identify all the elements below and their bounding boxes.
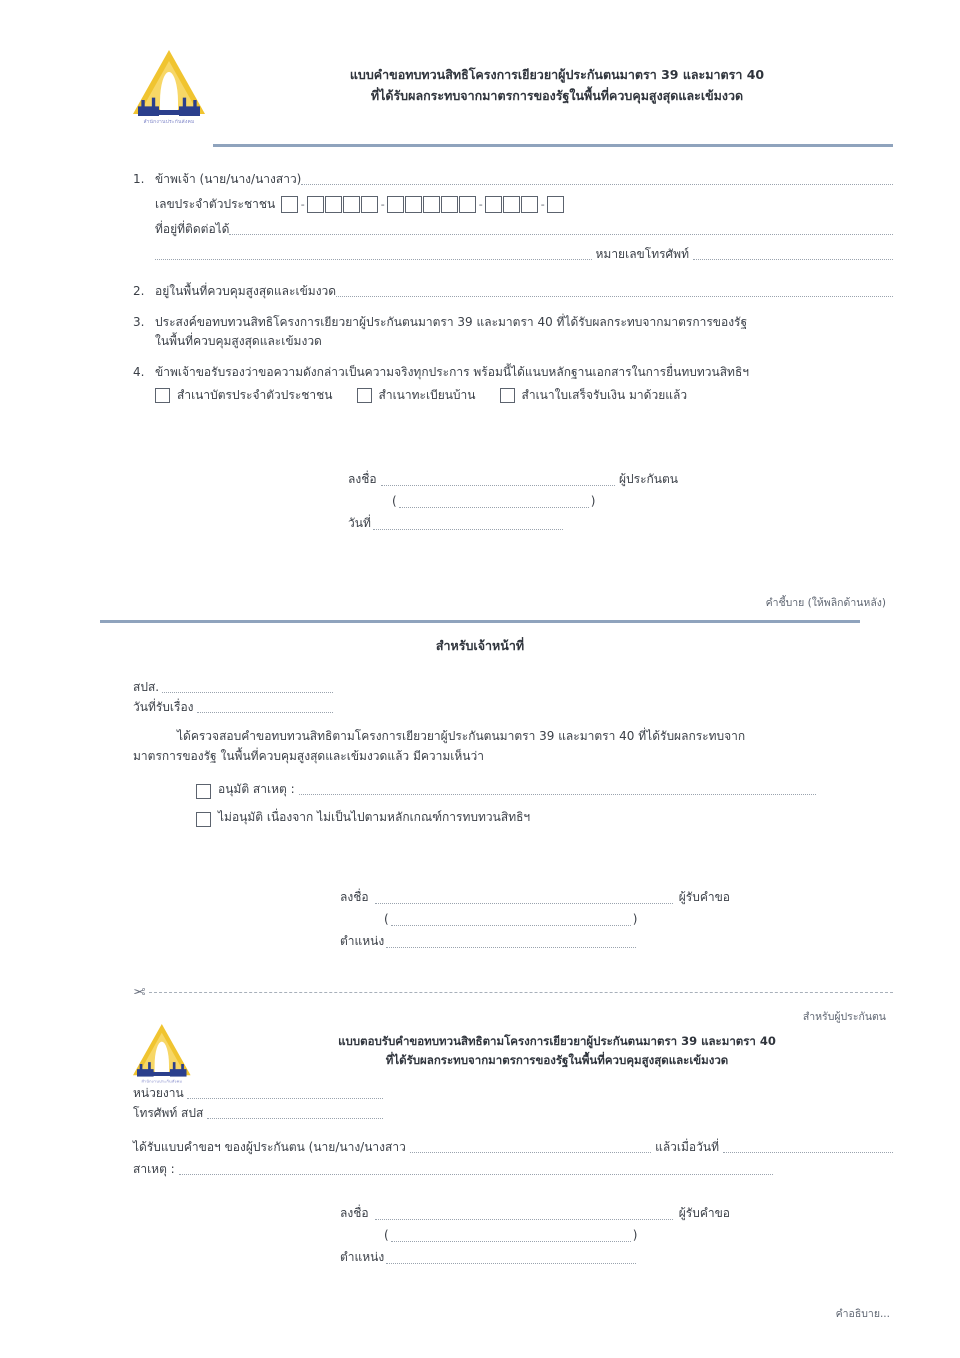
id-box[interactable]: [423, 196, 440, 213]
receipt-position-row: [340, 1246, 730, 1268]
checkbox-icon[interactable]: [196, 812, 211, 827]
approve-label: อนุมัติ สาเหตุ :: [218, 782, 295, 796]
official-paragraph-line-1: ได้ครวจสอบคำขอทบทวนสิทธิตามโครงการเยียวยาผู้ประกันตนมาตรา 39 และมาตรา 40 ที่ได้รับผลกระทบจาก: [177, 729, 746, 743]
checkbox-icon[interactable]: [357, 388, 372, 403]
logo-emblem-icon: [133, 1024, 191, 1077]
paren-open: (: [384, 912, 389, 926]
officer-position-row: [340, 930, 730, 952]
paren-close: ): [590, 494, 596, 508]
receipt-printed-name-input[interactable]: [391, 1241, 631, 1242]
receipt-reason-input[interactable]: [179, 1174, 773, 1175]
receipt-role-label: ผู้รับคำขอ: [678, 1206, 730, 1220]
receipt-received-date-input[interactable]: [723, 1152, 893, 1153]
id-separator: -: [540, 198, 545, 211]
receipt-title-line-1: แบบตอบรับคำขอทบทวนสิทธิตามโครงการเยียวยาผู้ประกันตนมาตรา 39 และมาตรา 40: [338, 1034, 776, 1048]
id-box[interactable]: [387, 196, 404, 213]
address-input[interactable]: [229, 234, 893, 235]
national-id-label: เลขประจำตัวประชาชน: [155, 197, 276, 211]
officer-signature-block: [340, 886, 730, 952]
logo-caption: สำนักงานประกันสังคม: [141, 1079, 183, 1084]
item-3-line-2: ในพื้นที่ควบคุมสูงสุดและเข้มงวด: [155, 334, 322, 348]
receipt-phone-label: โทรศัพท์ สปส: [133, 1106, 204, 1120]
receipt-title: [221, 1032, 893, 1070]
checkbox-icon[interactable]: [500, 388, 515, 403]
receipt-reason-label: สาเหตุ :: [133, 1162, 175, 1176]
applicant-signature-input[interactable]: [381, 485, 615, 486]
id-box[interactable]: [485, 196, 502, 213]
applicant-name-label: ข้าพเจ้า (นาย/นาง/นางสาว): [155, 172, 302, 186]
applicant-date-input[interactable]: [373, 529, 563, 530]
applicant-sign-row: [348, 468, 678, 490]
applicant-footnote: คำชี้บาย (ให้พลิกด้านหลัง): [765, 597, 886, 609]
document-header: [133, 48, 893, 148]
applicant-date-label: วันที่: [348, 516, 371, 530]
applicant-role-label: ผู้ประกันตน: [618, 472, 678, 486]
applicant-signature-block: [348, 468, 678, 534]
title-line-1: แบบคำขอทบทวนสิทธิโครงการเยียวยาผู้ประกันตนมาตรา 39 และมาตรา 40: [349, 67, 765, 82]
officer-sign-label: ลงชื่อ: [340, 890, 369, 904]
phone-input[interactable]: [693, 259, 893, 260]
title-line-2: ที่ได้รับผลกระทบจากมาตรการของรัฐในพื้นที่ควบคุมสูงสุดและเข้มงวด: [370, 88, 744, 103]
form-item-1: [133, 170, 893, 270]
receipt-received-label: ได้รับแบบคำขอฯ ของผู้ประกันตน (นาย/นาง/นางสาว: [133, 1140, 406, 1154]
phone-row: [155, 245, 893, 264]
applicant-printed-name-input[interactable]: [399, 507, 589, 508]
logo-emblem-icon: [133, 50, 205, 116]
officer-name-paren-row: [340, 908, 730, 930]
item-2-number: 2.: [133, 284, 145, 298]
applicant-name-row: [155, 170, 893, 189]
id-box[interactable]: [459, 196, 476, 213]
attachment-option-house-registration[interactable]: [357, 386, 476, 405]
scissors-icon: ✂: [133, 983, 146, 1001]
logo-base-bar: [138, 1072, 186, 1076]
id-box[interactable]: [281, 196, 298, 213]
item-4-number: 4.: [133, 365, 145, 379]
approve-row[interactable]: [196, 780, 816, 799]
id-box[interactable]: [503, 196, 520, 213]
checkbox-icon[interactable]: [155, 388, 170, 403]
reject-label: ไม่อนุมัติ เนื่องจาก ไม่เป็นไปตามหลักเกณฑ์การทบทวนสิทธิฯ: [218, 810, 531, 824]
id-box[interactable]: [325, 196, 342, 213]
id-box[interactable]: [405, 196, 422, 213]
approve-reason-input[interactable]: [299, 794, 816, 795]
receipt-insured-name-input[interactable]: [410, 1152, 651, 1153]
item-4-line-1: ข้าพเจ้าขอรับรองว่าขอความดังกล่าวเป็นความจริงทุกประการ พร้อมนี้ได้แนบหลักฐานเอกสารในการยื่นทบทวนสิทธิฯ: [155, 365, 750, 379]
id-box[interactable]: [547, 196, 564, 213]
attachment-checkbox-group: [155, 386, 893, 405]
receipt-phone-input[interactable]: [207, 1118, 383, 1119]
receipt-signature-input[interactable]: [375, 1219, 673, 1220]
attachment-option-receipt[interactable]: [500, 386, 688, 405]
paren-open: (: [392, 494, 397, 508]
item-3-number: 3.: [133, 315, 145, 329]
officer-sign-row: [340, 886, 730, 908]
id-separator: -: [300, 198, 305, 211]
control-area-label: อยู่ในพื้นที่ควบคุมสูงสุดและเข้มงวด: [155, 284, 337, 298]
officer-position-input[interactable]: [386, 947, 636, 948]
office-code-label: สปส.: [133, 680, 160, 694]
id-separator: -: [380, 198, 385, 211]
item-3-line-1: ประสงค์ขอทบทวนสิทธิโครงการเยียวยาผู้ประกันตนมาตรา 39 และมาตรา 40 ที่ได้รับผลกระทบจากมาตรการของรัฐ: [155, 315, 748, 329]
receipt-sign-row: [340, 1202, 730, 1224]
form-item-4: [133, 363, 893, 405]
receipt-for-label: สำหรับผู้ประกันตน: [802, 1011, 886, 1023]
receipt-phone-row: [133, 1104, 383, 1123]
id-box[interactable]: [441, 196, 458, 213]
control-area-row: [155, 282, 893, 301]
logo-caption: สำนักงานประกันสังคม: [143, 119, 195, 125]
applicant-date-row: [348, 512, 678, 534]
received-date-input[interactable]: [197, 712, 333, 713]
control-area-input[interactable]: [336, 296, 893, 297]
official-section-heading: สำหรับเจ้าหน้าที่: [435, 638, 525, 653]
id-box[interactable]: [343, 196, 360, 213]
id-separator: -: [478, 198, 483, 211]
receipt-footnote: คำอธิบาย...: [835, 1308, 890, 1320]
receipt-received-row: [133, 1138, 893, 1157]
item-1-number: 1.: [133, 172, 145, 186]
receipt-sign-label: ลงชื่อ: [340, 1206, 369, 1220]
attachment-label-id-card: สำเนาบัตรประจำตัวประชาชน: [177, 388, 333, 402]
paren-open: (: [384, 1228, 389, 1242]
attachment-label-receipt: สำเนาใบเสร็จรับเงิน มาด้วยแล้ว: [521, 388, 688, 402]
receipt-title-line-2: ที่ได้รับผลกระทบจากมาตรการของรัฐในพื้นที่ควบคุมสูงสุดและเข้มงวด: [385, 1053, 729, 1067]
officer-position-label: ตำแหน่ง: [340, 934, 385, 948]
id-box[interactable]: [521, 196, 538, 213]
header-divider: [213, 144, 893, 147]
agency-input[interactable]: [187, 1098, 383, 1099]
applicant-name-paren-row: [348, 490, 678, 512]
applicant-name-input[interactable]: [301, 184, 893, 185]
paren-close: ): [632, 912, 638, 926]
office-code-row: [133, 678, 333, 697]
applicant-section: [133, 170, 893, 417]
received-date-row: [133, 698, 333, 717]
address-input-line-2[interactable]: [155, 259, 592, 260]
attachment-label-house-registration: สำเนาทะเบียนบ้าน: [378, 388, 476, 402]
cut-line: [133, 985, 893, 1000]
id-box[interactable]: [307, 196, 324, 213]
receipt-position-input[interactable]: [386, 1263, 636, 1264]
form-item-2: [133, 282, 893, 301]
national-id-row: [155, 195, 893, 214]
logo-base-bar: [139, 110, 199, 115]
receipt-position-label: ตำแหน่ง: [340, 1250, 385, 1264]
paren-close: ): [632, 1228, 638, 1242]
agency-label: หน่วยงาน: [133, 1086, 184, 1100]
official-paragraph: [133, 726, 873, 766]
office-code-input[interactable]: [162, 692, 333, 693]
attachment-option-id-card[interactable]: [155, 386, 333, 405]
id-box[interactable]: [361, 196, 378, 213]
officer-signature-input[interactable]: [375, 903, 673, 904]
reject-row[interactable]: [196, 808, 530, 827]
agency-row: [133, 1084, 383, 1103]
official-paragraph-line-2: มาตรการของรัฐ ในพื้นที่ควบคุมสูงสุดและเข้มงวดแล้ว มีความเห็นว่า: [133, 749, 484, 763]
officer-role-label: ผู้รับคำขอ: [678, 890, 730, 904]
applicant-sign-label: ลงชื่อ: [348, 472, 377, 486]
receipt-name-paren-row: [340, 1224, 730, 1246]
phone-label: หมายเลขโทรศัพท์: [595, 247, 689, 261]
officer-printed-name-input[interactable]: [391, 925, 631, 926]
social-security-logo-small: [133, 1024, 192, 1093]
receipt-received-date-label: แล้วเมื่อวันที่: [655, 1140, 719, 1154]
section-divider: [100, 620, 860, 623]
receipt-reason-row: [133, 1160, 773, 1179]
cut-dashed-line: [149, 992, 893, 993]
social-security-logo: [133, 50, 207, 136]
receipt-signature-block: [340, 1202, 730, 1268]
address-row: [155, 220, 893, 239]
form-item-3: [133, 313, 893, 351]
checkbox-icon[interactable]: [196, 784, 211, 799]
document-title: [221, 64, 893, 106]
address-label: ที่อยู่ที่ติดต่อได้: [155, 222, 230, 236]
received-date-label: วันที่รับเรื่อง: [133, 700, 194, 714]
